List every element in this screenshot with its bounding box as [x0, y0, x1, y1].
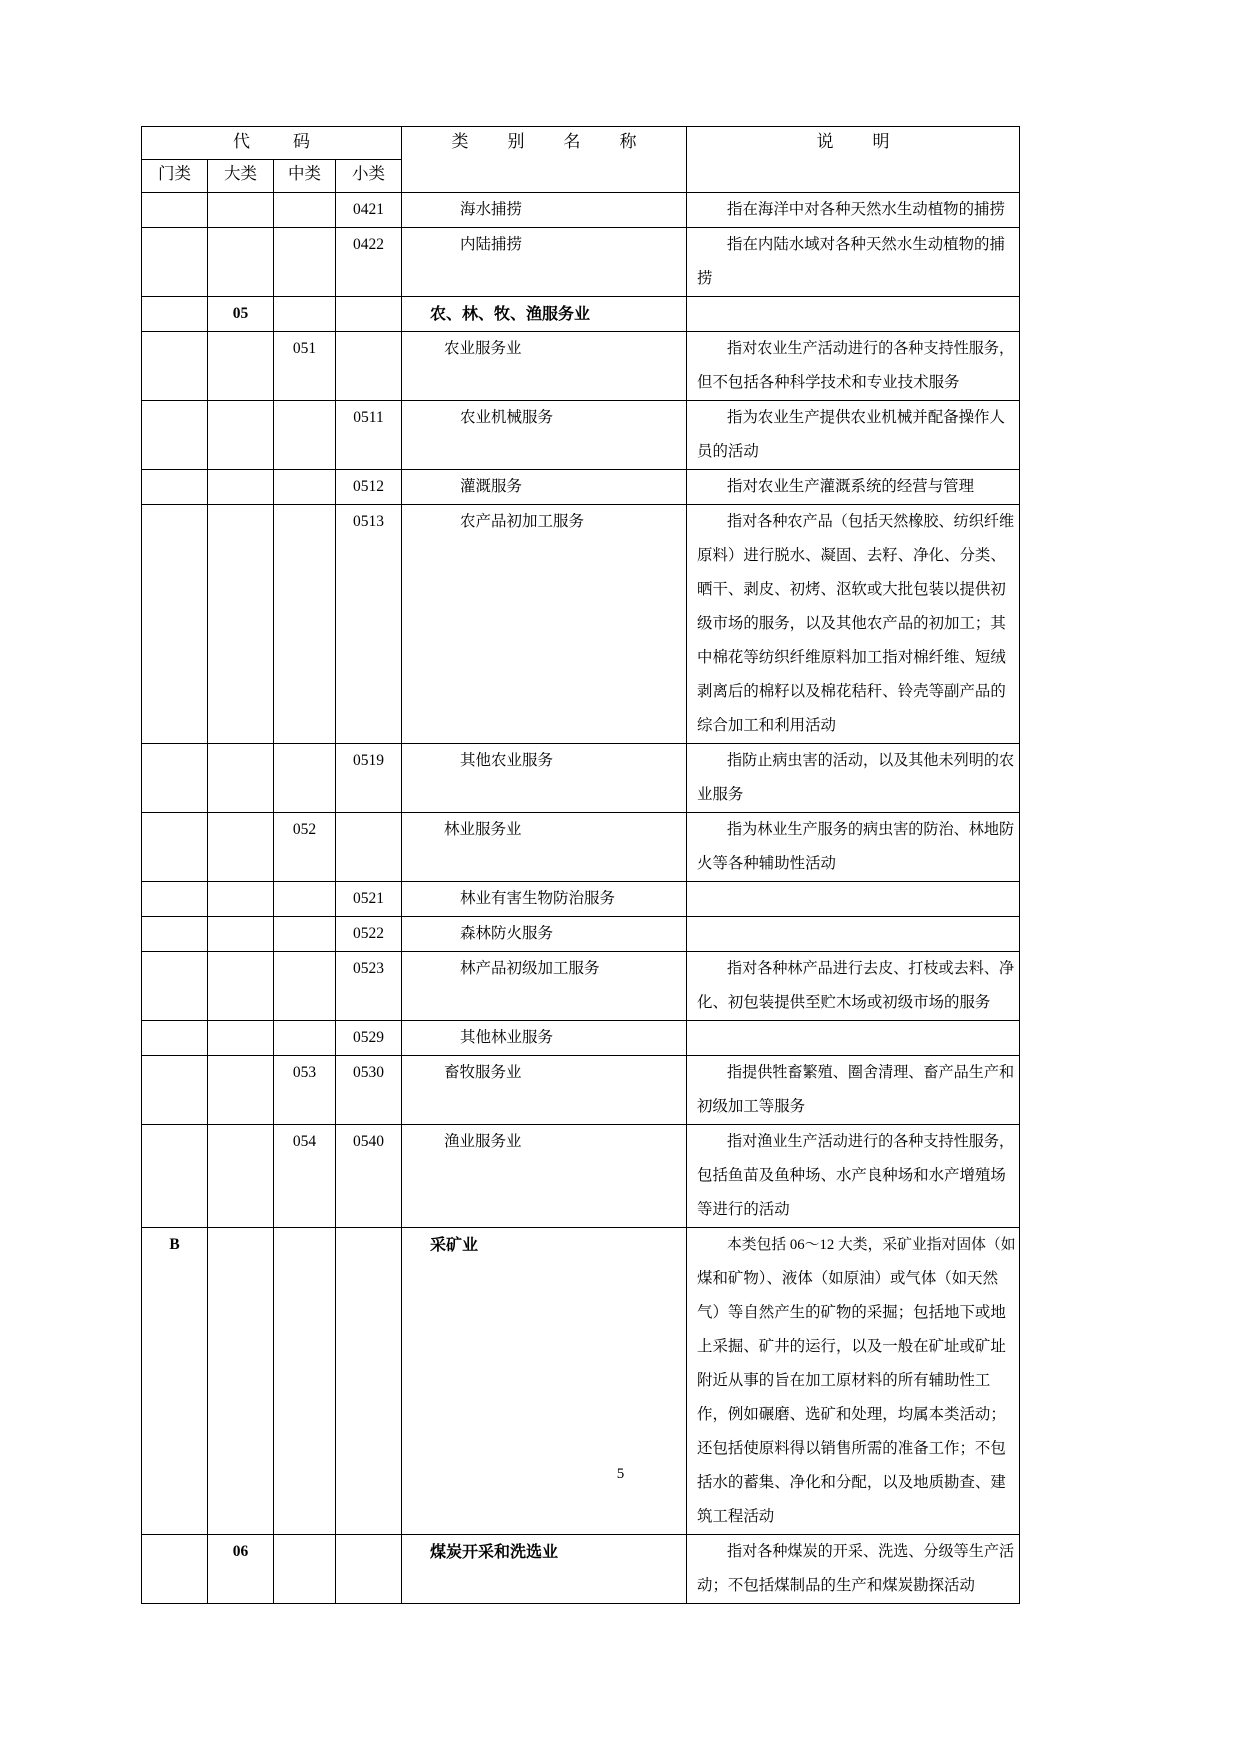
- code-menlei-12: [142, 1021, 208, 1056]
- code-dalei-8: [208, 813, 274, 882]
- code-dalei-15: [208, 1228, 274, 1535]
- code-menlei-13: [142, 1056, 208, 1125]
- code-zhonglei-11: [274, 952, 336, 1021]
- description-5: 指对农业生产灌溉系统的经营与管理: [687, 470, 1020, 505]
- description-14: 指对渔业生产活动进行的各种支持性服务， 包括鱼苗及鱼种场、水产良种场和水产增殖场 等进行的活动: [687, 1125, 1020, 1228]
- category-name-9: 林业有害生物防治服务: [402, 882, 687, 917]
- code-xiaolei-2: [336, 297, 402, 332]
- code-xiaolei-3: [336, 332, 402, 401]
- code-menlei-1: [142, 228, 208, 297]
- category-name-0: 海水捕捞: [402, 193, 687, 228]
- code-menlei-14: [142, 1125, 208, 1228]
- table-row: [142, 470, 1020, 505]
- code-dalei-14: [208, 1125, 274, 1228]
- table-row: [142, 193, 1020, 228]
- description-4: 指为农业生产提供农业机械并配备操作人 员的活动: [687, 401, 1020, 470]
- code-dalei-13: [208, 1056, 274, 1125]
- header-code-group: 代 码: [142, 127, 402, 160]
- classification-table-container: [141, 126, 1019, 1604]
- code-dalei-2: 05: [208, 297, 274, 332]
- description-13: 指提供牲畜繁殖、圈舍清理、畜产品生产和 初级加工等服务: [687, 1056, 1020, 1125]
- code-xiaolei-14: 0540: [336, 1125, 402, 1228]
- code-xiaolei-1: 0422: [336, 228, 402, 297]
- code-zhonglei-6: [274, 505, 336, 744]
- category-name-12: 其他林业服务: [402, 1021, 687, 1056]
- category-name-10: 森林防火服务: [402, 917, 687, 952]
- code-zhonglei-4: [274, 401, 336, 470]
- table-row: [142, 1535, 1020, 1604]
- header-category-name: 类 别 名 称: [402, 127, 687, 193]
- table-row: [142, 813, 1020, 882]
- code-dalei-6: [208, 505, 274, 744]
- code-xiaolei-8: [336, 813, 402, 882]
- code-xiaolei-16: [336, 1535, 402, 1604]
- table-row: [142, 1021, 1020, 1056]
- code-xiaolei-0: 0421: [336, 193, 402, 228]
- code-dalei-12: [208, 1021, 274, 1056]
- table-header: [142, 127, 1020, 193]
- code-menlei-2: [142, 297, 208, 332]
- category-name-4: 农业机械服务: [402, 401, 687, 470]
- code-xiaolei-4: 0511: [336, 401, 402, 470]
- code-menlei-15: B: [142, 1228, 208, 1535]
- code-dalei-16: 06: [208, 1535, 274, 1604]
- table-row: [142, 952, 1020, 1021]
- description-9: [687, 882, 1020, 917]
- code-dalei-9: [208, 882, 274, 917]
- code-menlei-9: [142, 882, 208, 917]
- table-row: [142, 917, 1020, 952]
- page-number: 5: [616, 1466, 625, 1482]
- code-zhonglei-14: 054: [274, 1125, 336, 1228]
- table-row: [142, 744, 1020, 813]
- category-name-3: 农业服务业: [402, 332, 687, 401]
- classification-table: [141, 126, 1020, 1604]
- code-menlei-7: [142, 744, 208, 813]
- table-row: [142, 505, 1020, 744]
- header-row-top: [142, 127, 1020, 160]
- description-0: 指在海洋中对各种天然水生动植物的捕捞: [687, 193, 1020, 228]
- code-menlei-5: [142, 470, 208, 505]
- code-dalei-0: [208, 193, 274, 228]
- description-8: 指为林业生产服务的病虫害的防治、林地防 火等各种辅助性活动: [687, 813, 1020, 882]
- code-xiaolei-11: 0523: [336, 952, 402, 1021]
- code-zhonglei-7: [274, 744, 336, 813]
- category-name-1: 内陆捕捞: [402, 228, 687, 297]
- code-zhonglei-9: [274, 882, 336, 917]
- category-name-11: 林产品初级加工服务: [402, 952, 687, 1021]
- code-xiaolei-5: 0512: [336, 470, 402, 505]
- code-zhonglei-1: [274, 228, 336, 297]
- code-menlei-6: [142, 505, 208, 744]
- category-name-6: 农产品初加工服务: [402, 505, 687, 744]
- code-xiaolei-9: 0521: [336, 882, 402, 917]
- description-16: 指对各种煤炭的开采、洗选、分级等生产活 动；不包括煤制品的生产和煤炭勘探活动: [687, 1535, 1020, 1604]
- code-zhonglei-3: 051: [274, 332, 336, 401]
- code-menlei-10: [142, 917, 208, 952]
- code-menlei-3: [142, 332, 208, 401]
- header-col-zhonglei: 中类: [274, 160, 336, 193]
- header-col-dalei: 大类: [208, 160, 274, 193]
- category-name-7: 其他农业服务: [402, 744, 687, 813]
- code-menlei-0: [142, 193, 208, 228]
- code-menlei-16: [142, 1535, 208, 1604]
- table-row: [142, 297, 1020, 332]
- header-col-xiaolei: 小类: [336, 160, 402, 193]
- code-zhonglei-8: 052: [274, 813, 336, 882]
- table-row: [142, 882, 1020, 917]
- category-name-16: 煤炭开采和洗选业: [402, 1535, 687, 1604]
- code-zhonglei-2: [274, 297, 336, 332]
- table-body: [142, 193, 1020, 1604]
- code-dalei-3: [208, 332, 274, 401]
- code-dalei-7: [208, 744, 274, 813]
- code-dalei-1: [208, 228, 274, 297]
- code-zhonglei-16: [274, 1535, 336, 1604]
- description-10: [687, 917, 1020, 952]
- code-dalei-4: [208, 401, 274, 470]
- code-zhonglei-15: [274, 1228, 336, 1535]
- description-7: 指防止病虫害的活动，以及其他未列明的农 业服务: [687, 744, 1020, 813]
- code-xiaolei-13: 0530: [336, 1056, 402, 1125]
- code-zhonglei-10: [274, 917, 336, 952]
- code-menlei-8: [142, 813, 208, 882]
- table-row: [142, 1056, 1020, 1125]
- table-row: [142, 332, 1020, 401]
- category-name-14: 渔业服务业: [402, 1125, 687, 1228]
- category-name-8: 林业服务业: [402, 813, 687, 882]
- code-menlei-4: [142, 401, 208, 470]
- category-name-13: 畜牧服务业: [402, 1056, 687, 1125]
- description-11: 指对各种林产品进行去皮、打枝或去料、净 化、初包装提供至贮木场或初级市场的服务: [687, 952, 1020, 1021]
- code-zhonglei-13: 053: [274, 1056, 336, 1125]
- description-1: 指在内陆水域对各种天然水生动植物的捕 捞: [687, 228, 1020, 297]
- code-dalei-5: [208, 470, 274, 505]
- category-name-2: 农、林、牧、渔服务业: [402, 297, 687, 332]
- table-row: [142, 401, 1020, 470]
- table-row: [142, 1228, 1020, 1535]
- category-name-5: 灌溉服务: [402, 470, 687, 505]
- code-xiaolei-12: 0529: [336, 1021, 402, 1056]
- header-col-menlei: 门类: [142, 160, 208, 193]
- header-description: 说 明: [687, 127, 1020, 193]
- description-6: 指对各种农产品（包括天然橡胶、纺织纤维 原料）进行脱水、凝固、去籽、净化、分类、 晒干、剥皮、初烤、沤软或大批包装以提供初 级市场的服务，以及其他农产品的初加工；其 中棉花等纺织纤维原料加工指对棉纤维、短绒 剥离后的棉籽以及棉花秸秆、铃壳等副产品的 综合加工和利用活动: [687, 505, 1020, 744]
- code-xiaolei-10: 0522: [336, 917, 402, 952]
- description-2: [687, 297, 1020, 332]
- code-menlei-11: [142, 952, 208, 1021]
- code-xiaolei-6: 0513: [336, 505, 402, 744]
- code-dalei-10: [208, 917, 274, 952]
- description-3: 指对农业生产活动进行的各种支持性服务， 但不包括各种科学技术和专业技术服务: [687, 332, 1020, 401]
- description-12: [687, 1021, 1020, 1056]
- table-row: [142, 1125, 1020, 1228]
- category-name-15: 采矿业: [402, 1228, 687, 1535]
- code-zhonglei-0: [274, 193, 336, 228]
- code-zhonglei-12: [274, 1021, 336, 1056]
- description-15: 本类包括 06～12 大类，采矿业指对固体（如 煤和矿物）、液体（如原油）或气体（如天然 气）等自然产生的矿物的采掘；包括地下或地 上采掘、矿井的运行，以及一般在矿址或矿址 附近从事的旨在加工原材料的所有辅助性工 作，例如碾磨、选矿和处理，均属本类活动； 还包括使原料得以销售所需的准备工作；不包 括水的蓄集、净化和分配，以及地质勘查、建 筑工程活动: [687, 1228, 1020, 1535]
- code-zhonglei-5: [274, 470, 336, 505]
- table-row: [142, 228, 1020, 297]
- code-xiaolei-7: 0519: [336, 744, 402, 813]
- code-dalei-11: [208, 952, 274, 1021]
- code-xiaolei-15: [336, 1228, 402, 1535]
